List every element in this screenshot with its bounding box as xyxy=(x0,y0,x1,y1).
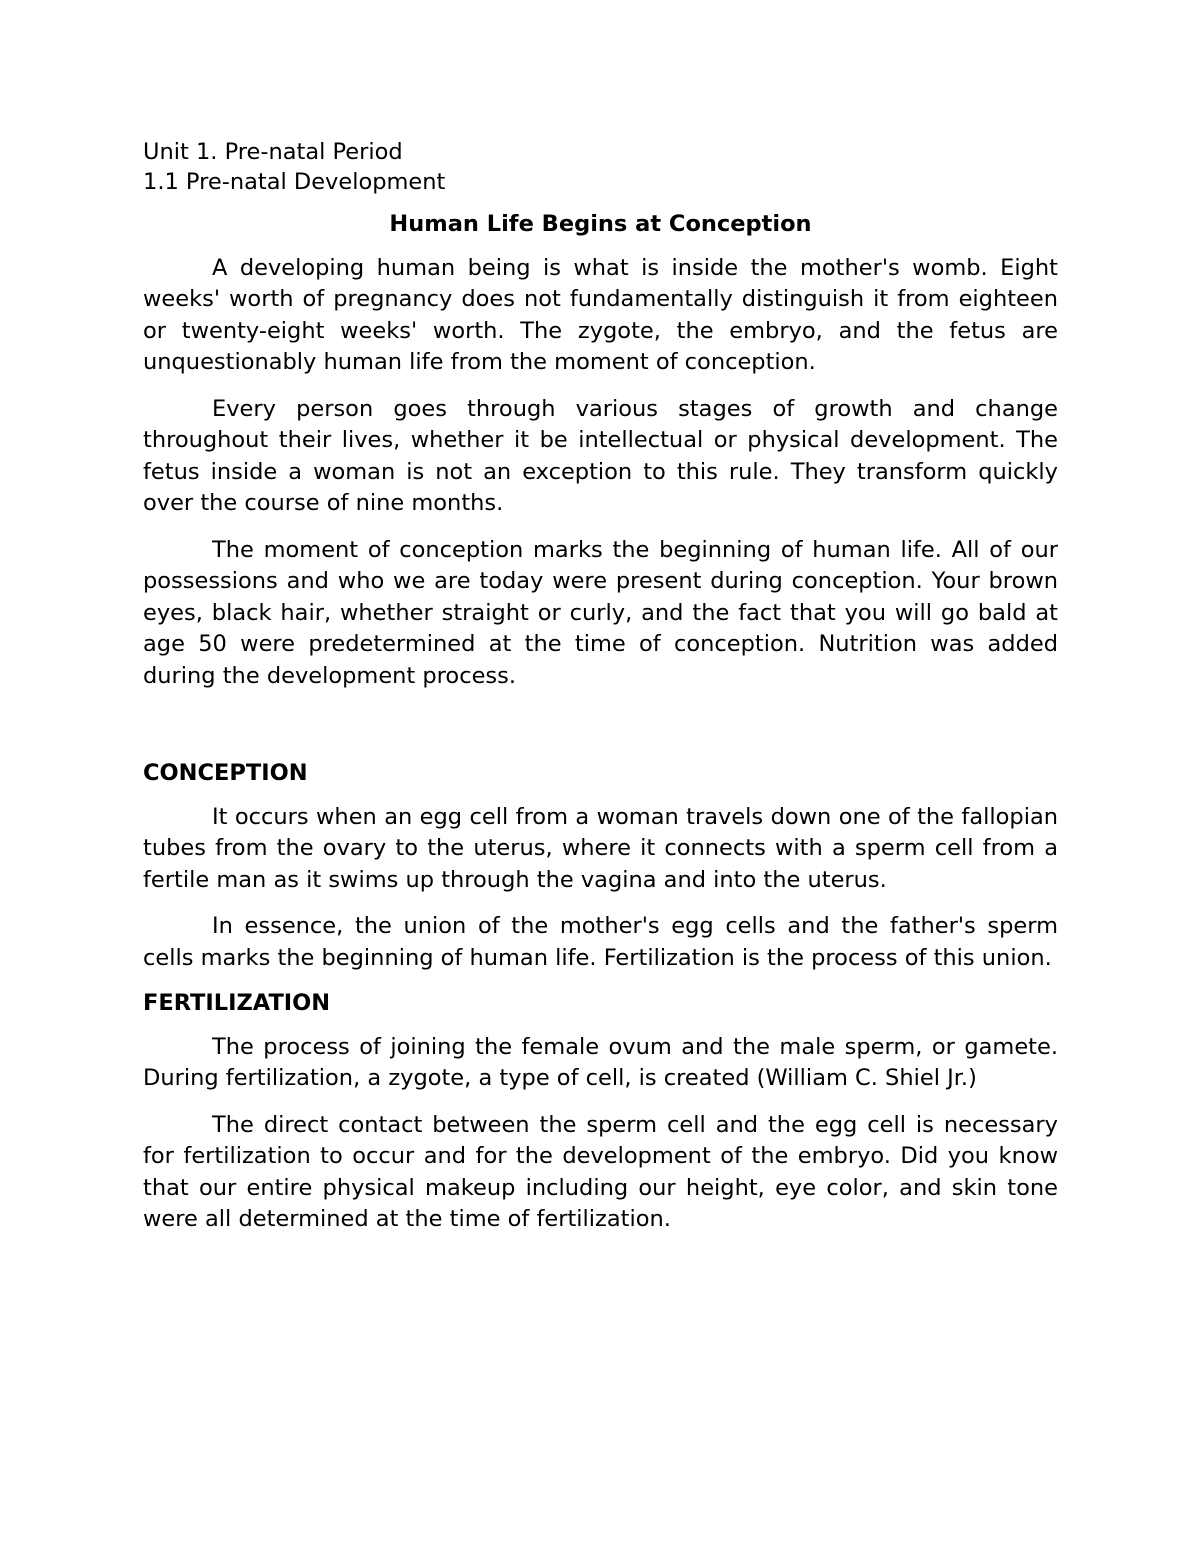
page-title: Human Life Begins at Conception xyxy=(389,211,812,237)
subunit-title: 1.1 Pre-natal Development xyxy=(143,169,446,195)
fertilization-paragraph: The direct contact between the sperm cell and the egg cell is necessary for fertilization to occur and for the development of the embryo. Did you know that our entire physical makeup including our height, eye color, and skin tone were all determined at the time of fertilization. xyxy=(143,1111,1058,1232)
intro-paragraph: The moment of conception marks the beginning of human life. All of our possessions and who we are today were present during conception. Your brown eyes, black hair, whether straight or curly, and the fact that you will go bald at age 50 were predetermined at the time of conception. Nutrition was added during the development process. xyxy=(143,536,1058,689)
document-page xyxy=(143,137,1058,1236)
intro-paragraph: A developing human being is what is inside the mother's womb. Eight weeks' worth of pregnancy does not fundamentally distinguish it from eighteen or twenty-eight weeks' worth. The zygote, the embryo, and the fetus are unquestionably human life from the moment of conception. xyxy=(143,254,1058,375)
section-heading-fertilization: FERTILIZATION xyxy=(143,990,331,1016)
fertilization-paragraph: The process of joining the female ovum and the male sperm, or gamete. During fertilization, a zygote, a type of cell, is created (William C. Shiel Jr.) xyxy=(143,1033,1058,1091)
intro-paragraph: Every person goes through various stages of growth and change throughout their lives, whether it be intellectual or physical development. The fetus inside a woman is not an exception to this rule. They transform quickly over the course of nine months. xyxy=(143,395,1058,516)
section-heading-conception: CONCEPTION xyxy=(143,760,308,786)
conception-paragraph: It occurs when an egg cell from a woman travels down one of the fallopian tubes from the ovary to the uterus, where it connects with a sperm cell from a fertile man as it swims up through the vagina and into the uterus. xyxy=(143,803,1058,893)
unit-title: Unit 1. Pre-natal Period xyxy=(143,139,403,165)
conception-paragraph: In essence, the union of the mother's egg cells and the father's sperm cells marks the beginning of human life. Fertilization is the process of this union. xyxy=(143,913,1058,971)
